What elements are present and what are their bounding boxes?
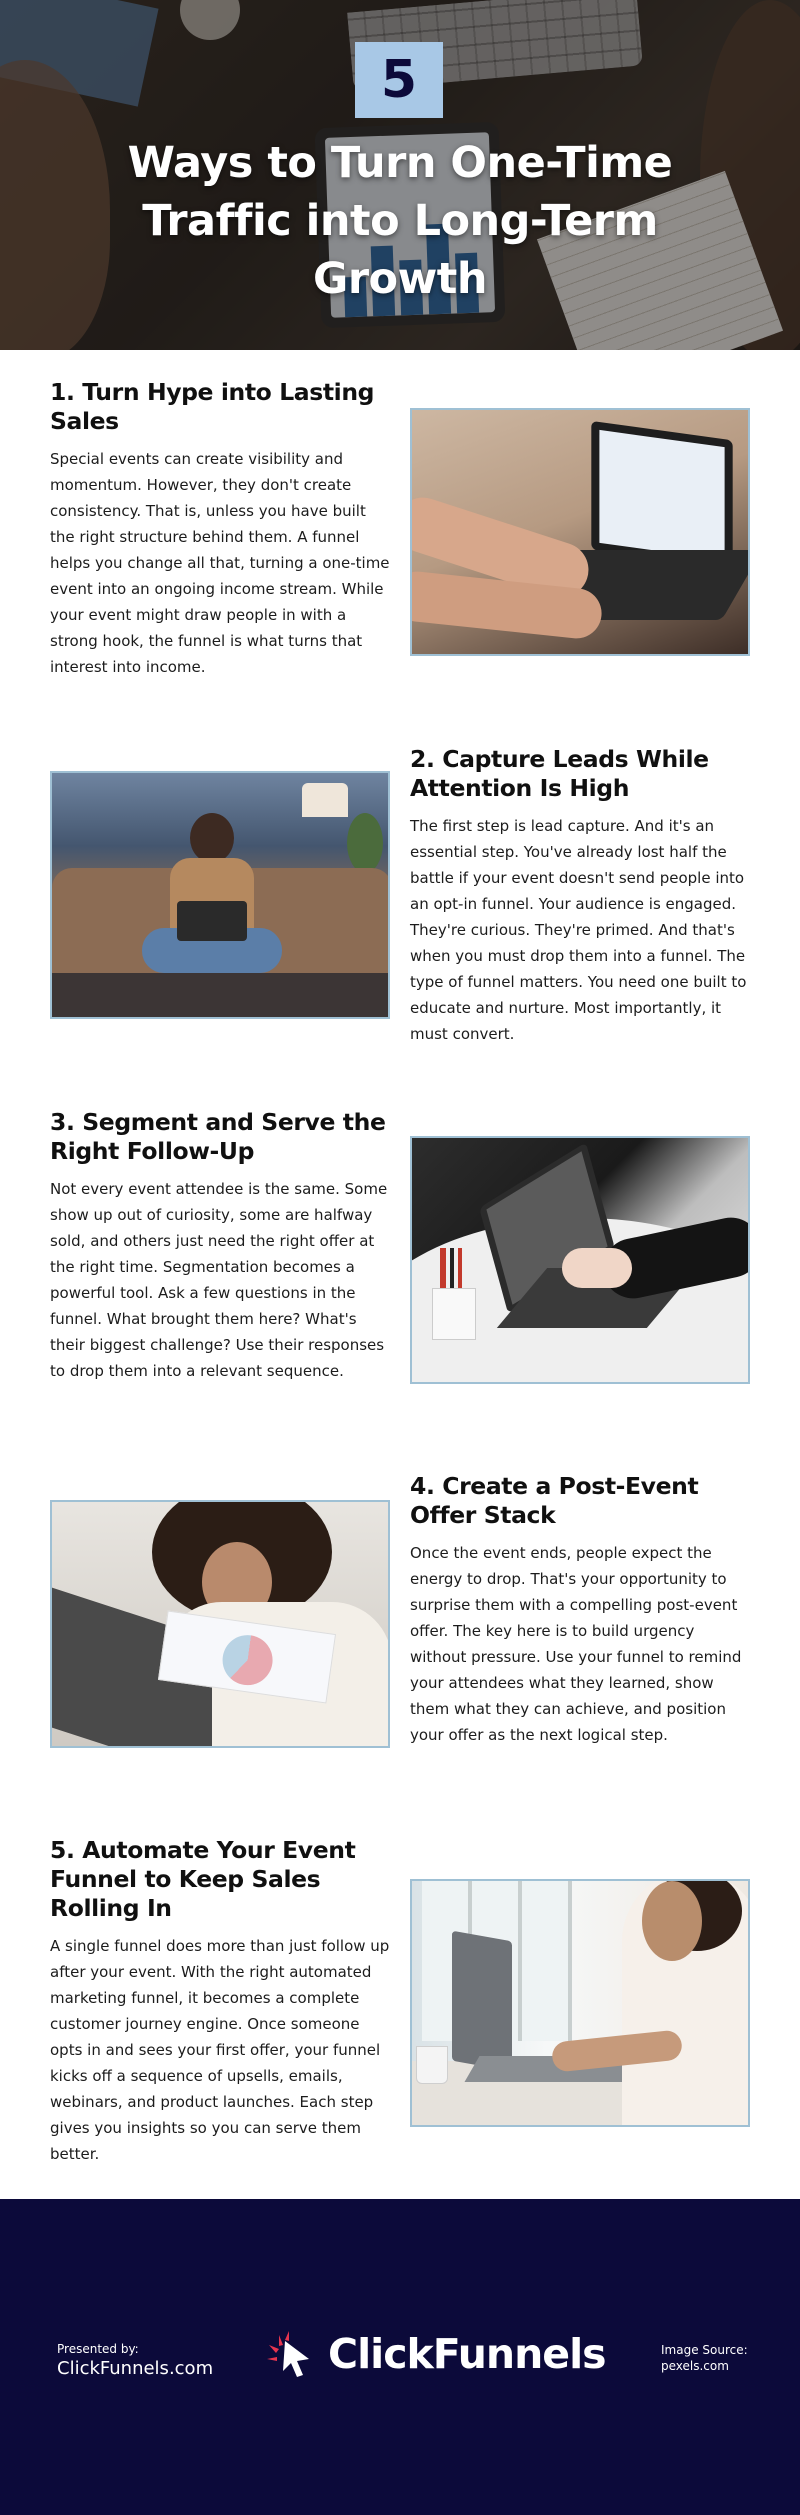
image-source-label: Image Source: <box>661 2343 748 2357</box>
section-1-heading: 1. Turn Hype into Lasting Sales <box>50 378 375 435</box>
section-5-heading: 5. Automate Your Event Funnel to Keep Sales Rolling In <box>50 1836 356 1922</box>
presented-by-site: ClickFunnels.com <box>57 2358 214 2379</box>
section-4-heading: 4. Create a Post-Event Offer Stack <box>410 1472 699 1529</box>
section-4-photo <box>50 1500 390 1748</box>
hero-banner <box>0 0 800 350</box>
section-5-body: A single funnel does more than just follow up after your event. With the right automated marketing funnel, it becomes a complete customer journey engine. Once someone opts in and sees your first offer, your funnel kicks off a sequence of upsells, emails, webinars, and product launches. Each step gives you insights so you can serve them better. <box>50 1937 390 2163</box>
page-title: Ways to Turn One-Time Traffic into Long-Term Growth <box>127 138 673 304</box>
section-3-photo <box>410 1136 750 1384</box>
hero-number-badge: 5 <box>355 42 443 118</box>
section-1-photo <box>410 408 750 656</box>
section-4-body: Once the event ends, people expect the energy to drop. That's your opportunity to surprise them with a compelling post-event offer. The key here is to build urgency without pressure. Use your funnel to remind your attendees what they learned, show them what they can achieve, and position your offer as the next logical step. <box>410 1544 742 1744</box>
section-1-body: Special events can create visibility and momentum. However, they don't create consistency. That is, unless you have built the right structure behind them. A funnel helps you change all that, turning a one-time event into an ongoing income stream. While your event might draw people in with a strong hook, the funnel is what turns that interest into income. <box>50 450 390 676</box>
section-2-photo <box>50 771 390 1019</box>
footer <box>0 2199 800 2515</box>
section-2-body: The first step is lead capture. And it's an essential step. You've already lost half the battle if your event doesn't send people into an opt-in funnel. Your audience is engaged. They're curious. They're primed. And that's when you must drop them into a funnel. The type of funnel matters. You need one built to educate and nurture. Most importantly, it must convert. <box>410 817 747 1043</box>
section-5-photo <box>410 1879 750 2127</box>
section-3-heading: 3. Segment and Serve the Right Follow-Up <box>50 1108 386 1165</box>
image-source-site: pexels.com <box>661 2359 729 2373</box>
section-3-body: Not every event attendee is the same. Some show up out of curiosity, some are halfway sold, and others just need the right offer at the right time. Segmentation becomes a powerful tool. Ask a few questions in the funnel. What brought them here? What's their biggest challenge? Use their responses to drop them into a relevant sequence. <box>50 1180 388 1380</box>
clickfunnels-cursor-logo-icon <box>265 2329 317 2381</box>
section-2-heading: 2. Capture Leads While Attention Is High <box>410 745 709 802</box>
presented-by-label: Presented by: <box>57 2342 139 2356</box>
clickfunnels-wordmark: ClickFunnels <box>328 2330 606 2378</box>
